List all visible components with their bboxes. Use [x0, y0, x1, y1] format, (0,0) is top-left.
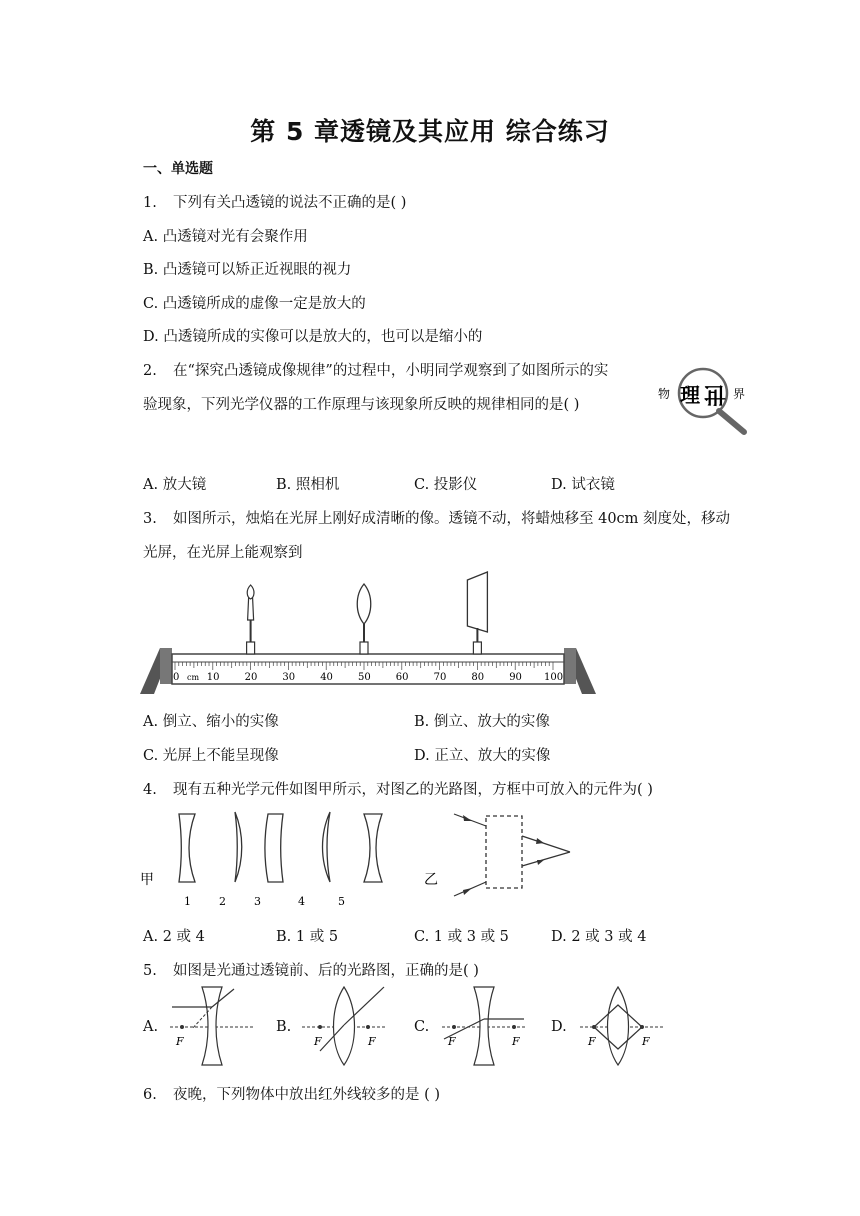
ruler-unit: cm: [187, 673, 200, 682]
element-label: 4: [298, 895, 305, 908]
q4-option-d: D. 2 或 3 或 4: [551, 929, 647, 945]
question-text-line-2: 光屏，在光屏上能观察到: [143, 545, 303, 561]
ruler-label: 90: [509, 672, 522, 683]
question-text: 夜晚，下列物体中放出红外线较多的是 ( ): [173, 1087, 441, 1103]
light-box: [486, 816, 522, 888]
question-number: 6.: [143, 1087, 157, 1103]
element-5-concave: [364, 814, 382, 882]
ruler-label: 100: [544, 672, 564, 683]
ruler-label: 20: [244, 672, 258, 683]
question-text-line-2: 验现象，下列光学仪器的工作原理与该现象所反映的规律相同的是( ): [143, 397, 580, 413]
focus-point: [366, 1025, 370, 1029]
question-2: [143, 359, 608, 380]
q2-option-b: B. 照相机: [276, 477, 340, 493]
light-screen: [467, 572, 487, 654]
bench-right-end: [564, 648, 576, 684]
element-label: 2: [219, 895, 226, 908]
focus-point: [318, 1025, 322, 1029]
ruler-label: 60: [395, 672, 409, 683]
q1-option-c: C. 凸透镜所成的虚像一定是放大的: [143, 296, 366, 312]
q3-option-a: A. 倒立、缩小的实像: [143, 714, 279, 730]
focus-label: F: [176, 1035, 184, 1048]
candle: [247, 585, 255, 654]
question-number: 3.: [143, 511, 157, 527]
question-text: 现有五种光学元件如图甲所示，对图乙的光路图，方框中可放入的元件为( ): [173, 782, 653, 798]
question-4: [143, 778, 653, 799]
concave-lens: [202, 987, 222, 1065]
convex-lens: [334, 987, 355, 1065]
q5-figure-b: [300, 985, 390, 1067]
element-3-meniscus: [265, 814, 283, 882]
question-text-line-1: 在“探究凸透镜成像规律”的过程中，小明同学观察到了如图所示的实: [173, 363, 609, 379]
figure-label-jia: 甲: [140, 872, 154, 888]
question-3: [143, 507, 730, 528]
q4-option-a: A. 2 或 4: [143, 929, 205, 945]
focus-label: F: [448, 1035, 456, 1048]
question-number: 5.: [143, 963, 157, 979]
ruler-label: 80: [471, 672, 485, 683]
figure-text-image: 世: [703, 381, 726, 407]
convex-lens: [357, 584, 371, 654]
q5-option-b: B.: [276, 1019, 292, 1035]
q2-option-d: D. 试衣镜: [551, 477, 615, 493]
q1-option-b: B. 凸透镜可以矫正近视眼的视力: [143, 262, 352, 278]
q1-option-d: D. 凸透镜所成的实像可以是放大的，也可以是缩小的: [143, 329, 483, 345]
magnifier-figure: [655, 368, 755, 438]
ruler-label: 50: [358, 672, 371, 683]
focus-label: F: [368, 1035, 376, 1048]
question-1: [143, 191, 406, 212]
figure-label-yi: 乙: [424, 872, 438, 888]
arrow-head: [537, 860, 544, 865]
question-number: 4.: [143, 782, 157, 798]
arrow-head: [463, 888, 472, 895]
ruler-label: 40: [320, 672, 333, 683]
element-label: 3: [254, 895, 261, 908]
question-text: 如图是光通过透镜前、后的光路图，正确的是( ): [173, 963, 479, 979]
focus-point: [640, 1025, 644, 1029]
q4-option-b: B. 1 或 5: [276, 929, 339, 945]
ruler-label: 0: [173, 672, 180, 683]
q3-option-b: B. 倒立、放大的实像: [414, 714, 550, 730]
question-number: 1.: [143, 195, 157, 211]
focus-point: [180, 1025, 184, 1029]
q3-option-c: C. 光屏上不能呈现像: [143, 748, 279, 764]
focus-label: F: [512, 1035, 520, 1048]
q5-figure-a: [168, 985, 258, 1067]
convex-lens: [608, 987, 629, 1065]
q5-figure-d: [578, 985, 668, 1067]
bench-left-end: [160, 648, 172, 684]
refracted-ray-top: [522, 836, 570, 852]
element-label: 5: [338, 895, 345, 908]
q5-option-a: A.: [143, 1019, 159, 1035]
page-title: 第 5 章透镜及其应用 综合练习: [250, 117, 610, 146]
figure-text-right: 界: [733, 387, 746, 401]
focus-label: F: [588, 1035, 596, 1048]
q2-option-c: C. 投影仪: [414, 477, 478, 493]
q5-option-c: C.: [414, 1019, 430, 1035]
magnifier-handle: [719, 411, 744, 432]
focus-point: [512, 1025, 516, 1029]
question-6: [143, 1083, 440, 1104]
ruler-label: 30: [282, 672, 296, 683]
focus-point: [592, 1025, 596, 1029]
refracted-ray-bottom: [522, 852, 570, 866]
element-1-concave: [179, 814, 195, 882]
element-4-meniscus: [323, 812, 331, 882]
element-label: 1: [184, 895, 191, 908]
focus-label: F: [314, 1035, 322, 1048]
concave-lens: [474, 987, 494, 1065]
ruler-label: 10: [206, 672, 220, 683]
q5-figure-c: [440, 985, 530, 1067]
question-5: [143, 959, 479, 980]
q4-option-c: C. 1 或 3 或 5: [414, 929, 509, 945]
ruler-label: 70: [433, 672, 447, 683]
element-2-meniscus: [235, 812, 242, 882]
arrow-head: [536, 838, 544, 844]
q2-option-a: A. 放大镜: [143, 477, 207, 493]
question-number: 2.: [143, 363, 157, 379]
figure-text-left: 物: [658, 387, 671, 401]
section-heading: 一、单选题: [143, 161, 213, 177]
focus-point: [452, 1025, 456, 1029]
q1-option-a: A. 凸透镜对光有会聚作用: [143, 229, 308, 245]
q5-option-d: D.: [551, 1019, 567, 1035]
figure-text-middle: 理: [680, 383, 700, 407]
question-text-line-1: 如图所示，烛焰在光屏上刚好成清晰的像。透镜不动，将蜡烛移至 40cm 刻度处，移动: [173, 511, 731, 527]
focus-label: F: [642, 1035, 650, 1048]
optical-elements-figure: [140, 808, 580, 913]
optical-bench-figure: [140, 570, 600, 700]
q3-option-d: D. 正立、放大的实像: [414, 748, 551, 764]
question-text: 下列有关凸透镜的说法不正确的是( ): [173, 195, 407, 211]
